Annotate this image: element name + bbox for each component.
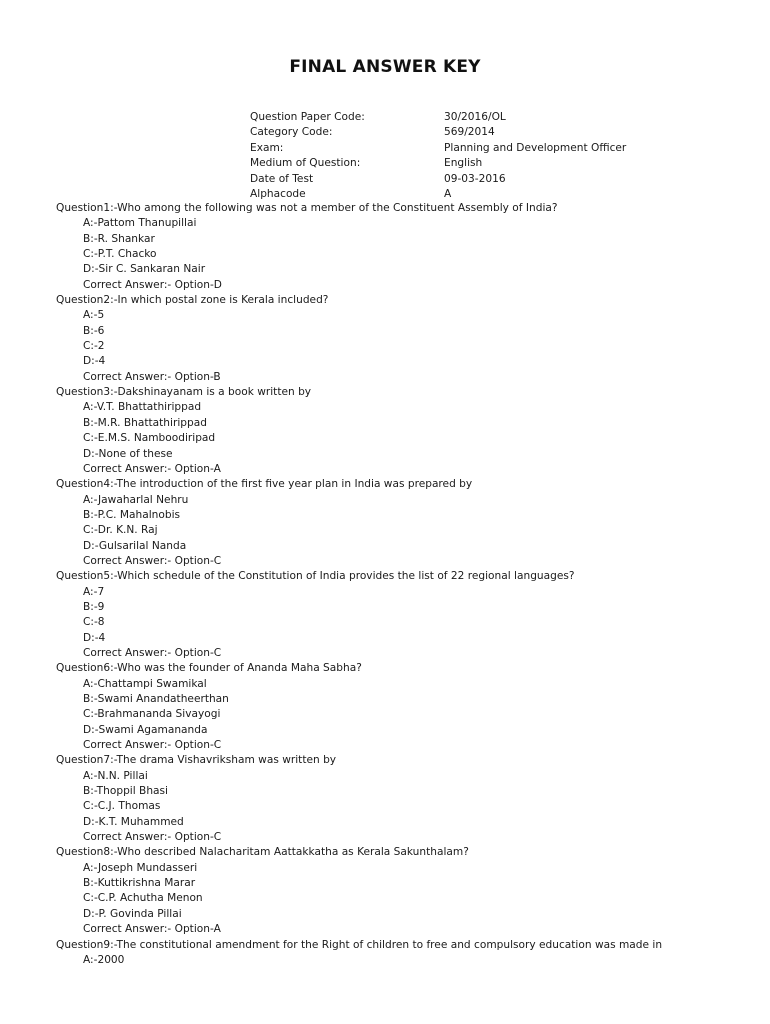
option-a: A:-N.N. Pillai [83,769,148,782]
option-c: C:-Brahmananda Sivayogi [83,708,221,721]
option-d: D:-None of these [83,447,173,460]
option-a: A:-5 [83,309,105,322]
option-a: A:-V.T. Bhattathirippad [83,401,202,414]
question-text: Question6:-Who was the founder of Ananda Maha Sabha? [56,662,362,675]
option-b: B:-9 [83,600,105,613]
meta-label: Alphacode [250,187,306,200]
meta-row-exam [250,141,670,156]
meta-value: Planning and Development Officer [444,141,627,154]
question-text: Question7:-The drama Vishavriksham was written by [56,754,337,767]
meta-value: A [444,187,452,200]
correct-answer: Correct Answer:- Option-B [83,370,221,383]
question-list [56,201,756,968]
option-c: C:-Dr. K.N. Raj [83,524,158,537]
meta-value: English [444,157,483,170]
question-text: Question2:-In which postal zone is Kerala included? [56,294,329,307]
option-b: B:-R. Shankar [83,232,155,245]
option-d: D:-K.T. Muhammed [83,815,184,828]
option-a: A:-Chattampi Swamikal [83,677,207,690]
correct-answer: Correct Answer:- Option-C [83,554,222,567]
option-c: C:-2 [83,340,105,353]
option-b: B:-M.R. Bhattathirippad [83,416,207,429]
meta-value: 30/2016/OL [444,111,506,123]
meta-label: Question Paper Code: [250,111,365,123]
option-c: C:-P.T. Chacko [83,248,157,261]
meta-label: Exam: [250,141,284,154]
option-c: C:-C.J. Thomas [83,800,161,813]
correct-answer: Correct Answer:- Option-C [83,831,222,844]
correct-answer: Correct Answer:- Option-A [83,462,221,475]
correct-answer: Correct Answer:- Option-C [83,646,222,659]
option-c: C:-E.M.S. Namboodiripad [83,432,216,445]
option-d: D:-P. Govinda Pillai [83,907,182,920]
option-b: B:-P.C. Mahalnobis [83,508,181,521]
option-d: D:-4 [83,355,106,368]
option-d: D:-Gulsarilal Nanda [83,539,187,552]
page-title: FINAL ANSWER KEY [289,57,481,77]
meta-row-date [250,172,670,187]
correct-answer: Correct Answer:- Option-C [83,739,222,752]
option-a: A:-Pattom Thanupillai [83,217,197,230]
option-c: C:-8 [83,616,105,629]
option-b: B:-Kuttikrishna Marar [83,877,196,890]
option-b: B:-Swami Anandatheerthan [83,693,229,705]
question-text: Question1:-Who among the following was not a member of the Constituent Assembly of India? [56,202,558,214]
question-text: Question9:-The constitutional amendment for the Right of children to free and compulsory education was made in [56,938,663,951]
meta-value: 569/2014 [444,126,495,139]
meta-label: Date of Test [250,172,314,185]
option-c: C:-C.P. Achutha Menon [83,892,203,905]
question-text: Question8:-Who described Nalacharitam Aattakkatha as Kerala Sakunthalam? [56,846,469,859]
meta-row-category-code [250,125,670,140]
option-d: D:-Swami Agamananda [83,723,208,736]
meta-row-medium [250,156,670,171]
option-a: A:-Jawaharlal Nehru [83,493,189,506]
option-b: B:-6 [83,324,105,337]
paper-details [250,110,670,202]
meta-label: Category Code: [250,126,333,139]
question-text: Question3:-Dakshinayanam is a book written by [56,386,312,399]
correct-answer: Correct Answer:- Option-A [83,923,221,936]
question-text: Question4:-The introduction of the first five year plan in India was prepared by [56,478,473,491]
option-b: B:-Thoppil Bhasi [83,785,168,798]
option-a: A:-Joseph Mundasseri [83,861,198,874]
meta-label: Medium of Question: [250,157,361,170]
option-a: A:-2000 [83,953,125,966]
option-d: D:-4 [83,631,106,644]
option-d: D:-Sir C. Sankaran Nair [83,263,206,276]
correct-answer: Correct Answer:- Option-D [83,278,222,291]
question-text: Question5:-Which schedule of the Constitution of India provides the list of 22 regional languages? [56,570,575,583]
meta-row-paper-code [250,110,670,125]
option-a: A:-7 [83,585,105,598]
meta-value: 09-03-2016 [444,172,506,185]
